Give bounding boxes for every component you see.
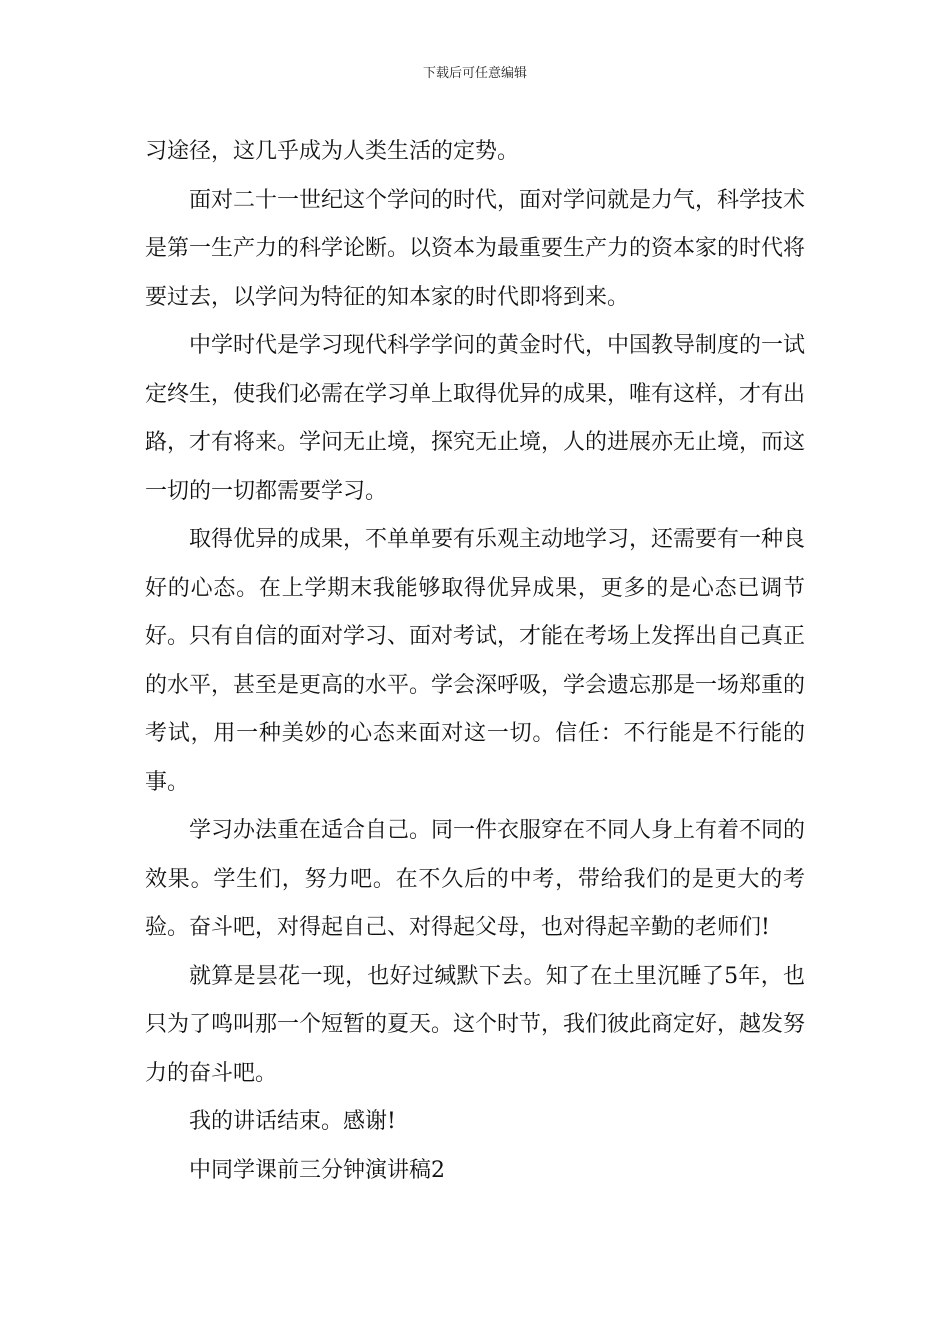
paragraph: 中学时代是学习现代科学学问的黄金时代，中国教导制度的一试定终生，使我们必需在学习单上取得优异的成果，唯有这样，才有出路，才有将来。学问无止境，探究无止境，人的进展亦无止境，而这一切的一切都需要学习。: [145, 333, 806, 504]
document-body: [145, 128, 805, 1195]
paragraph: 取得优异的成果，不单单要有乐观主动地学习，还需要有一种良好的心态。在上学期末我能够取得优异成果，更多的是心态已调节好。只有自信的面对学习、面对考试，才能在考场上发挥出自己真正的水平，甚至是更高的水平。学会深呼吸，学会遗忘那是一场郑重的考试，用一种美妙的心态来面对这一切。信任：不行能是不行能的事。: [145, 527, 806, 795]
page-header: 下载后可任意编辑: [422, 66, 527, 81]
paragraph: 就算是昙花一现，也好过缄默下去。知了在土里沉睡了5年，也只为了鸣叫那一个短暂的夏天。这个时节，我们彼此商定好，越发努力的奋斗吧。: [145, 963, 806, 1086]
section-heading: 中同学课前三分钟演讲稿2: [189, 1157, 445, 1183]
paragraph: 学习办法重在适合自己。同一件衣服穿在不同人身上有着不同的效果。学生们，努力吧。在不久后的中考，带给我们的是更大的考验。奋斗吧，对得起自己、对得起父母，也对得起辛勤的老师们!: [145, 818, 806, 940]
paragraph-continuation: 习途径，这几乎成为人类生活的定势。: [145, 139, 520, 164]
paragraph: 面对二十一世纪这个学问的时代，面对学问就是力气，科学技术是第一生产力的科学论断。以资本为最重要生产力的资本家的时代将要过去，以学问为特征的知本家的时代即将到来。: [145, 187, 806, 310]
paragraph-closing: 我的讲话结束。感谢!: [189, 1109, 396, 1134]
